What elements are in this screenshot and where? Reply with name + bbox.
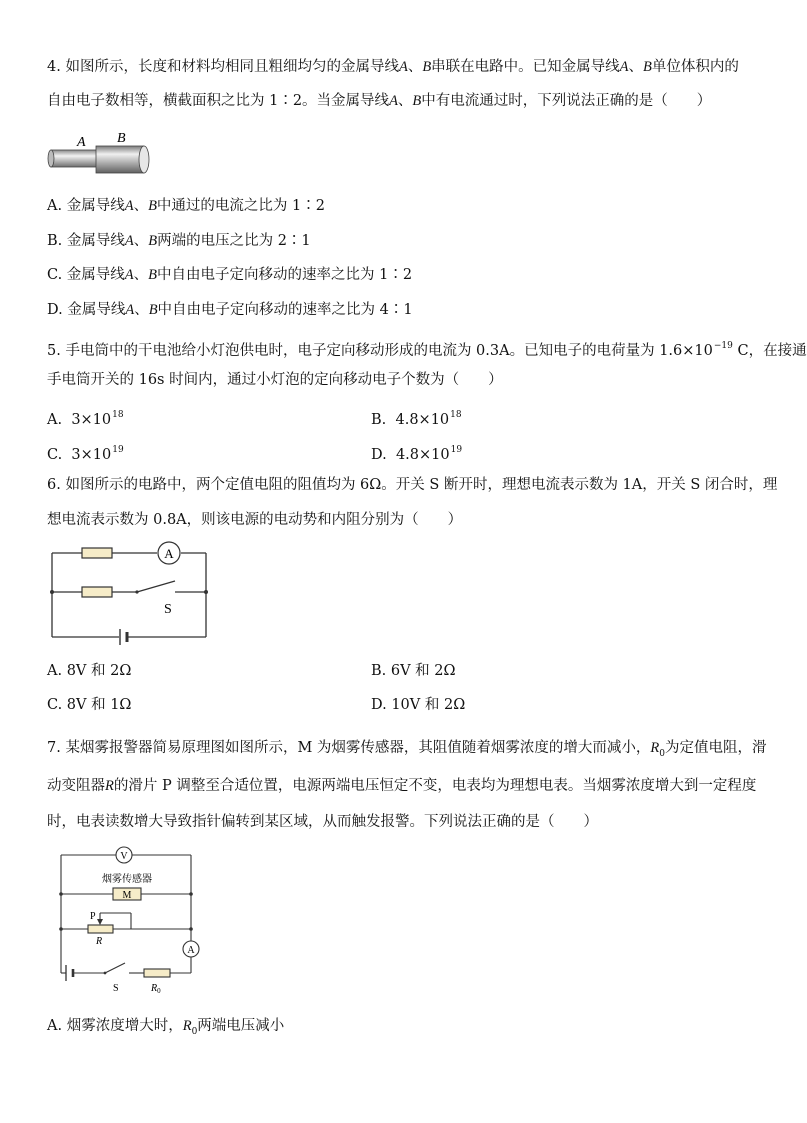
junction-right — [204, 590, 208, 594]
resistor-top — [82, 548, 112, 558]
ammeter-label: A — [164, 546, 174, 561]
junction-tl — [59, 892, 63, 896]
label-b: B — [117, 131, 126, 146]
sensor-title: 烟雾传感器 — [102, 874, 152, 885]
rheostat-r — [88, 925, 113, 933]
q7-circuit-diagram — [53, 845, 213, 995]
switch-pivot-q7 — [104, 972, 107, 975]
q5-stem-line1: 5. 手电筒中的干电池给小灯泡供电时，电子定向移动形成的电流为 0.3A。已知电子的电荷量为 $1.6\times 10^{-19}$ C，在接通 — [47, 341, 807, 359]
junction-br — [189, 927, 193, 931]
wire-b-end — [139, 146, 149, 173]
q7-stem-line2: 动变阻器R的滑片 P 调整至合适位置，电源两端电压恒定不变，电表均为理想电表。当烟雾浓度增大到一定程度 — [47, 778, 757, 794]
wire-b — [96, 146, 144, 173]
q6-stem-line1: 6. 如图所示的电路中，两个定值电阻的阻值均为 6Ω。开关 S 断开时，理想电流表示数为 1A，开关 S 闭合时，理 — [47, 477, 778, 493]
slider-label: P — [90, 911, 96, 922]
q4-option-a[interactable]: A. 金属导线A、B中通过的电流之比为 1∶2 — [47, 198, 325, 214]
q4-wire-figure — [46, 130, 156, 175]
junction-left — [50, 590, 54, 594]
q5-option-b[interactable]: B. $4.8\times 10^{18}$ — [371, 410, 462, 428]
q4-stem-line1: 4. 如图所示，长度和材料均相同且粗细均匀的金属导线A、B串联在电路中。已知金属导线A、B单位体积内的 — [47, 59, 739, 75]
r0-label: $R_0$ — [151, 983, 161, 995]
slider-arrow — [97, 919, 103, 925]
q7-option-a[interactable]: A. 烟雾浓度增大时，$R_0$两端电压减小 — [47, 1018, 285, 1037]
junction-bl — [59, 927, 63, 931]
sensor-m-label: M — [122, 890, 132, 901]
label-a: A — [77, 135, 86, 150]
switch-label-q7: S — [113, 983, 119, 994]
switch-pivot — [135, 590, 138, 593]
rheostat-label: R — [96, 936, 103, 947]
q7-stem-line1: 7. 某烟雾报警器简易原理图如图所示，M 为烟雾传感器，其阻值随着烟雾浓度的增大而减小，$R_0$为定值电阻，滑 — [47, 740, 767, 759]
voltmeter-label: V — [120, 851, 128, 862]
q5-stem-line2: 手电筒开关的 16s 时间内，通过小灯泡的定向移动电子个数为（ ） — [47, 372, 503, 388]
wire-a — [51, 150, 97, 167]
ammeter-label-q7: A — [187, 945, 195, 956]
junction-tr — [189, 892, 193, 896]
q4-stem-line2: 自由电子数相等，横截面积之比为 1∶2。当金属导线A、B中有电流通过时，下列说法正确的是（ ） — [47, 93, 712, 109]
q4-option-b[interactable]: B. 金属导线A、B两端的电压之比为 2∶1 — [47, 233, 311, 249]
q6-option-a[interactable]: A. 8V 和 2Ω — [47, 663, 132, 679]
q6-stem-line2: 想电流表示数为 0.8A，则该电源的电动势和内阻分别为（ ） — [47, 512, 463, 528]
q7-stem-line3: 时，电表读数增大导致指针偏转到某区域，从而触发报警。下列说法正确的是（ ） — [47, 814, 598, 830]
switch-label: S — [164, 602, 172, 617]
resistor-middle — [82, 587, 112, 597]
q4-option-d[interactable]: D. 金属导线A、B中自由电子定向移动的速率之比为 4∶1 — [47, 302, 413, 318]
q5-option-c[interactable]: C. $3\times 10^{19}$ — [47, 445, 124, 463]
q6-option-b[interactable]: B. 6V 和 2Ω — [371, 663, 456, 679]
wire-a-end — [48, 150, 54, 167]
resistor-r0 — [144, 969, 170, 977]
q5-option-d[interactable]: D. $4.8\times 10^{19}$ — [371, 445, 463, 463]
q6-option-d[interactable]: D. 10V 和 2Ω — [371, 697, 466, 713]
q5-option-a[interactable]: A. $3\times 10^{18}$ — [47, 410, 124, 428]
q6-option-c[interactable]: C. 8V 和 1Ω — [47, 697, 132, 713]
q4-option-c[interactable]: C. 金属导线A、B中自由电子定向移动的速率之比为 1∶2 — [47, 267, 413, 283]
q6-circuit-diagram — [46, 541, 216, 641]
